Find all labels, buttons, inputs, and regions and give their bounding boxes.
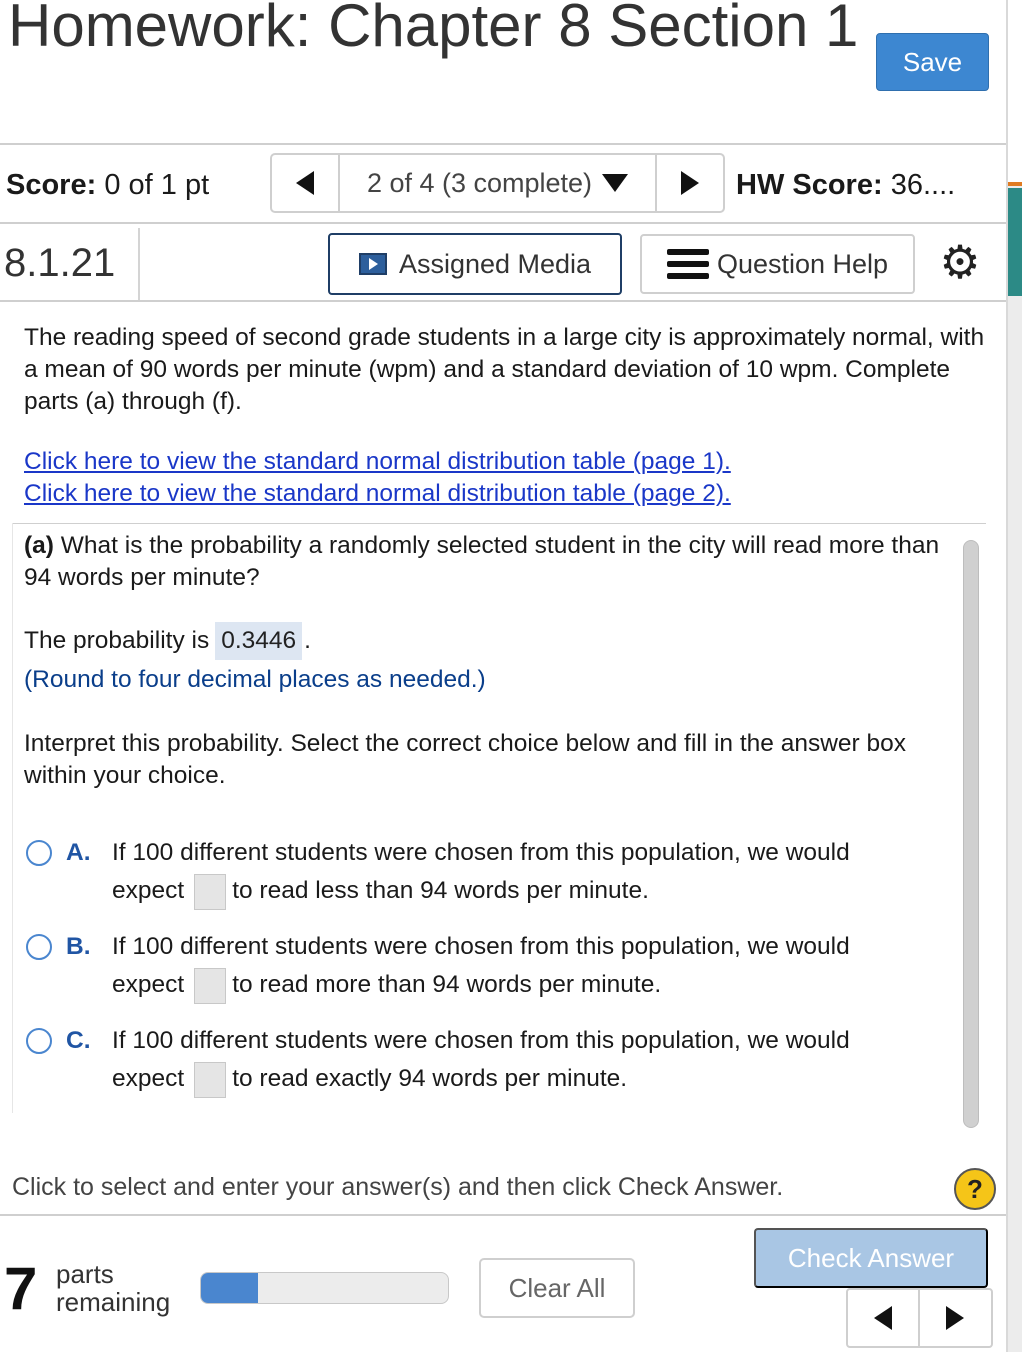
side-panel-accent <box>1008 182 1022 186</box>
parts-label-line1: parts <box>56 1259 114 1289</box>
choice-a[interactable] <box>26 834 956 914</box>
score-value: 0 of 1 pt <box>104 169 210 201</box>
help-question-icon[interactable]: ? <box>954 1168 996 1210</box>
clear-all-button[interactable]: Clear All <box>479 1258 635 1318</box>
save-button[interactable]: Save <box>876 33 989 91</box>
check-answer-instruction: Click to select and enter your answer(s) and then click Check Answer. <box>12 1173 784 1201</box>
choice-b-suffix: to read more than 94 words per minute. <box>232 971 662 998</box>
choice-c-line2 <box>112 1060 952 1098</box>
choice-a-letter: A. <box>66 839 91 866</box>
footer-divider <box>0 1214 1006 1216</box>
question-bar-divider <box>0 300 1006 302</box>
list-icon <box>667 249 709 279</box>
part-panel-scrollbar[interactable] <box>963 540 979 1128</box>
question-progress-dropdown[interactable] <box>340 155 655 211</box>
check-answer-button[interactable]: Check Answer <box>754 1228 988 1288</box>
parts-remaining-label <box>56 1260 170 1316</box>
choice-c-letter: C. <box>66 1027 91 1054</box>
choice-c[interactable] <box>26 1022 956 1102</box>
part-a-text: What is the probability a randomly selected student in the city will read more than 94 words per minute? <box>24 532 940 591</box>
choice-a-line1: If 100 different students were chosen from this population, we would <box>112 839 850 866</box>
probability-suffix: . <box>304 627 311 654</box>
part-a-question <box>24 530 954 594</box>
choice-a-line2 <box>112 872 952 910</box>
part-panel-left-border <box>12 523 13 1113</box>
choice-a-text <box>112 834 952 910</box>
video-play-icon <box>359 253 387 275</box>
side-panel-tab[interactable] <box>1008 188 1022 296</box>
question-help-label: Question Help <box>716 248 889 279</box>
next-question-button[interactable] <box>655 155 723 211</box>
choice-a-suffix: to read less than 94 words per minute. <box>232 877 649 904</box>
choice-c-suffix: to read exactly 94 words per minute. <box>232 1065 628 1092</box>
arrow-right-icon <box>681 171 699 195</box>
parts-progress-bar <box>200 1272 449 1304</box>
hw-score-value: 36.... <box>890 169 956 201</box>
status-divider <box>0 222 1006 224</box>
choice-b-radio[interactable] <box>26 934 52 960</box>
choice-b-answer-field[interactable] <box>194 968 226 1004</box>
question-navigator <box>270 153 725 213</box>
choice-c-answer-field[interactable] <box>194 1062 226 1098</box>
part-navigator <box>846 1288 993 1348</box>
interpret-instructions: Interpret this probability. Select the correct choice below and fill in the answer box within your choice. <box>24 730 906 789</box>
question-number: 8.1.21 <box>4 241 116 285</box>
choice-c-prefix: expect <box>112 1065 185 1092</box>
probability-answer-field[interactable]: 0.3446 <box>215 622 302 660</box>
question-number-divider <box>138 228 140 300</box>
caret-down-icon <box>602 174 628 192</box>
arrow-left-icon <box>874 1306 892 1330</box>
parts-label-line2: remaining <box>56 1287 171 1317</box>
normal-table-page1-link[interactable]: Click here to view the standard normal distribution table (page 1). <box>24 448 731 475</box>
side-panel-strip <box>1008 182 1022 1352</box>
hw-score <box>736 166 955 204</box>
probability-answer-line <box>24 622 311 660</box>
parts-progress-fill <box>201 1273 258 1303</box>
hw-score-label: HW Score: <box>736 169 883 201</box>
normal-table-page2-link[interactable]: Click here to view the standard normal distribution table (page 2). <box>24 480 731 507</box>
question-help-button[interactable] <box>640 234 915 294</box>
header-divider <box>0 143 1006 145</box>
choice-c-radio[interactable] <box>26 1028 52 1054</box>
score-label: Score: <box>6 169 97 201</box>
previous-part-button[interactable] <box>848 1290 920 1346</box>
choice-b-line2 <box>112 966 952 1004</box>
part-a-label: (a) <box>24 532 54 559</box>
choice-a-radio[interactable] <box>26 840 52 866</box>
choice-b-line1: If 100 different students were chosen from this population, we would <box>112 933 850 960</box>
gear-icon[interactable]: ⚙ <box>939 236 981 288</box>
probability-prefix: The probability is <box>24 627 210 654</box>
question-progress-text: 2 of 4 (3 complete) <box>366 167 593 198</box>
choice-b[interactable] <box>26 928 956 1008</box>
choice-a-answer-field[interactable] <box>194 874 226 910</box>
page-title: Homework: Chapter 8 Section 1 <box>8 0 859 59</box>
parts-remaining-count: 7 <box>4 1255 38 1322</box>
previous-question-button[interactable] <box>272 155 340 211</box>
score <box>6 166 209 204</box>
assigned-media-label: Assigned Media <box>398 248 592 279</box>
next-part-button[interactable] <box>919 1290 991 1346</box>
choice-c-text <box>112 1022 952 1098</box>
arrow-left-icon <box>296 171 314 195</box>
part-panel-top-border <box>12 523 986 524</box>
question-intro: The reading speed of second grade students in a large city is approximately normal, with a mean of 90 words per minute (wpm) and a standard deviation of 10 wpm. Complete parts (a) through (f). <box>24 324 985 415</box>
choice-b-text <box>112 928 952 1004</box>
choice-b-letter: B. <box>66 933 91 960</box>
assigned-media-button[interactable] <box>328 233 622 295</box>
choice-c-line1: If 100 different students were chosen from this population, we would <box>112 1027 850 1054</box>
arrow-right-icon <box>946 1306 964 1330</box>
choice-a-prefix: expect <box>112 877 185 904</box>
choice-b-prefix: expect <box>112 971 185 998</box>
rounding-note: (Round to four decimal places as needed.) <box>24 666 486 693</box>
